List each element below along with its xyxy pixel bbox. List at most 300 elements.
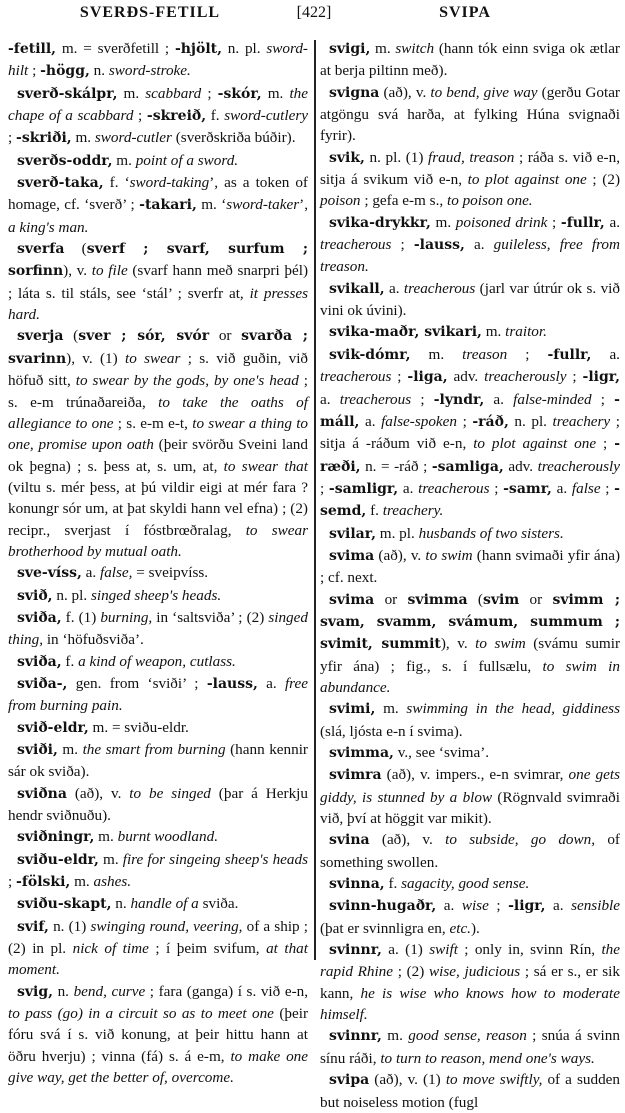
entry-text: ; sitja á -ráðum við e-n, (320, 412, 620, 453)
definition-text: switch (395, 40, 435, 57)
definition-text: the chape of a scabbard (8, 84, 308, 125)
entry-text: ; only in, svinn Rín, (457, 941, 602, 959)
definition-text: free from burning pain. (8, 674, 308, 715)
definition-text: to swear by the gods, by one's head (75, 372, 299, 390)
definition-text: ashes. (93, 873, 132, 891)
entry-text: (að), v. impers., e-n svimrar, (381, 766, 569, 784)
entry-text: n. pl. (1) (364, 148, 429, 166)
entry-text: m. (57, 741, 83, 758)
headword: -takari, (139, 197, 197, 214)
headword: svima (329, 547, 375, 564)
entry-text: m. (381, 1027, 409, 1045)
definition-text: singed sheep's heads. (90, 586, 222, 604)
definition-text: to turn to reason, mend one's ways. (380, 1049, 595, 1067)
entry-text: ; (591, 390, 615, 408)
entry-text: = sveipvíss. (132, 564, 209, 582)
definition-text: treacherous (320, 236, 392, 254)
entry-text: ; fara (ganga) í s. við e-n, (145, 982, 309, 1000)
entry-text: ; (488, 897, 509, 915)
headword: -skreið, (146, 108, 207, 125)
headword: svima (329, 591, 375, 608)
headword: sviða-, (17, 675, 68, 692)
headword: svika-maðr, svikari, (329, 324, 482, 341)
entry-text: a. (604, 213, 620, 231)
definition-text: treacherous (320, 368, 392, 386)
headword: sviðna (17, 785, 67, 802)
headword: svimm ; svam, svamm, svámum, summum ; svimit, summit (320, 591, 620, 653)
entry-text: or (374, 590, 408, 608)
definition-text: good sense, reason (408, 1027, 527, 1045)
headword: svinn-hugaðr, (329, 898, 437, 915)
headword: -skór, (217, 85, 262, 102)
entry-text: ; gefa e-m s., (360, 192, 447, 210)
headword: sverð-taka, (17, 175, 104, 192)
entry-text: a. (436, 897, 462, 915)
definition-text: poisoned drink (455, 213, 548, 231)
headword: svina (329, 832, 370, 849)
definition-text: point of a sword. (135, 151, 239, 169)
dictionary-entry (8, 38, 308, 83)
entry-text: (jarl var útrúr ok s. við vini ok úvini). (320, 279, 620, 320)
dictionary-entry (320, 147, 620, 212)
headword: -ligr, (508, 898, 546, 915)
dictionary-entry (320, 698, 620, 742)
definition-text: singed thing, (8, 608, 308, 649)
dictionary-entry (8, 238, 308, 325)
dictionary-entry (320, 278, 620, 322)
headword: -máll, (320, 391, 620, 430)
dictionary-entry (320, 764, 620, 829)
headword: -ræði, (320, 436, 620, 475)
dictionary-entry (8, 651, 308, 673)
entry-text: n. pl. (508, 412, 553, 430)
entry-text: f. (1) (61, 608, 101, 626)
entry-text: a. (545, 897, 572, 915)
headword: svimi, (329, 701, 376, 718)
definition-text: sensible (571, 897, 620, 915)
entry-text: ), v. (63, 262, 92, 280)
definition-text: to swear a thing to one, promise upon oath (8, 414, 309, 454)
headword: -lyndr, (433, 391, 485, 408)
headword: svif, (17, 918, 49, 935)
entry-text: sviða. (198, 895, 239, 913)
definition-text: handle of a (130, 895, 199, 913)
dictionary-entry (8, 585, 308, 607)
definition-text: sagacity, good sense. (401, 875, 530, 893)
headword: sverðs-oddr, (17, 152, 113, 169)
entry-text: ; (320, 479, 329, 497)
definition-text: to bend, give way (430, 83, 538, 101)
entry-text: m. (481, 323, 506, 341)
entry-text: ( (64, 240, 87, 258)
headword: -skriði, (16, 130, 72, 147)
definition-text: sword-cutler (94, 129, 172, 147)
entry-text: ; snúa á svinn sínu ráði, (320, 1027, 620, 1067)
entry-text: ; (391, 236, 414, 254)
definition-text: to poison one. (446, 192, 533, 210)
entry-text: ( (467, 590, 483, 608)
dictionary-entry (8, 893, 308, 915)
entry-text: ( (63, 327, 79, 345)
definition-text: treacherous (418, 479, 490, 497)
headword: sviða, (17, 609, 62, 626)
dictionary-entry (8, 607, 308, 651)
headword: sviða, (17, 653, 62, 670)
headword: svinnr, (329, 942, 382, 959)
headword: -samligr, (328, 480, 399, 497)
headword: sviðu-skapt, (17, 896, 112, 913)
dictionary-entry (8, 981, 308, 1089)
entry-text: a. (81, 564, 100, 582)
entry-text: (Rögnvald svimraði við, því at höggit var mikit). (320, 788, 620, 828)
right-column (320, 38, 620, 1113)
definition-text: to take the oaths of allegiance to one (8, 393, 308, 432)
dictionary-entry (320, 1025, 620, 1069)
headword: -högg, (40, 63, 90, 80)
dictionary-entry (8, 172, 308, 238)
definition-text: the smart from burning (82, 741, 226, 758)
dictionary-entry (320, 212, 620, 278)
definition-text: to subside, go down, (445, 831, 596, 849)
definition-text: to swim (425, 546, 473, 564)
definition-text: sword-stroke. (108, 62, 191, 80)
entry-text: m. (375, 700, 407, 718)
definition-text: traitor. (505, 323, 547, 341)
running-head-left: SVERÐS-FETILL (79, 4, 221, 21)
entry-text: ; (391, 368, 408, 386)
entry-text: m. = sviðu-eldr. (88, 718, 189, 736)
entry-text: ; (2) (586, 171, 620, 189)
headword: sverfa (17, 241, 65, 258)
headword: svilar, (329, 525, 376, 542)
entry-text: m. pl. (375, 524, 419, 542)
headword: svikall, (329, 280, 385, 297)
definition-text: treacherously (537, 457, 620, 475)
entry-text: (viltu s. mér þess, at þú vildir eigi at mér fara ? konungr sór um, at þat skyldi hann vel efna) ; (2) recipr., sverjast í fóstbrœðralag, (8, 478, 308, 539)
dictionary-entry (8, 849, 308, 894)
definition-text: a king's man. (8, 218, 89, 236)
entry-text: m. (370, 40, 396, 57)
definition-text: treacherous (339, 390, 412, 408)
definition-text: false (571, 479, 601, 497)
entry-text: ; (457, 412, 473, 430)
definition-text: sword-hilt (8, 40, 308, 80)
entry-text: f. ‘ (103, 174, 130, 192)
entry-text: ; (201, 84, 218, 102)
entry-text: (sverðskriða búðir). (171, 129, 296, 147)
headword: -fölski, (16, 874, 71, 891)
definition-text: to be singed (129, 784, 211, 802)
entry-text: a. (257, 674, 285, 692)
definition-text: to swim (475, 635, 526, 653)
headword: svimra (329, 767, 382, 784)
dictionary-entry (8, 673, 308, 717)
entry-text: n. (53, 982, 74, 1000)
entry-text: ; (411, 390, 434, 408)
entry-text: ), v. (440, 635, 476, 653)
entry-text: m. (71, 129, 95, 147)
entry-text: n. = -ráð ; (360, 457, 432, 475)
headword: svimma, (329, 745, 394, 761)
definition-text: to file (91, 262, 128, 280)
entry-text: a. (551, 479, 572, 497)
definition-text: to swear (125, 349, 181, 367)
entry-text: a. (464, 236, 494, 254)
definition-text: to swim in abundance. (320, 657, 620, 696)
headword: sverja (17, 328, 64, 345)
page-number: [422] (296, 4, 332, 21)
headword: -fullr, (560, 214, 605, 231)
entry-text: m. (261, 84, 290, 102)
entry-text: (þeir svörðu Sveini land ok þegna) ; s. þess at, s. um, at, (8, 436, 308, 475)
headword: -samliga, (431, 458, 504, 475)
entry-text: n. (1) (48, 917, 91, 935)
entry-text: f. (61, 652, 79, 670)
entry-text: (gerðu Gotar atgöngu svá harða, at fylking Húna svignaði fyrir). (320, 83, 620, 145)
entry-text: m. ‘ (196, 196, 227, 214)
dictionary-entry (320, 523, 620, 545)
entry-text: (að), v. (1) (369, 1071, 446, 1089)
entry-text: ; s. e-m trúnaðareiða, (8, 372, 308, 411)
definition-text: to swear that (223, 457, 308, 475)
headword: svinnr, (329, 1028, 382, 1045)
entry-text: of a ship ; (2) in pl. (8, 917, 308, 958)
definition-text: false, (99, 564, 133, 582)
entry-text: n. (89, 62, 109, 80)
headword: sverf ; svarf, surfum ; sorfinn (8, 241, 308, 280)
definition-text: sword-taker (226, 196, 300, 214)
entry-text: ; (507, 345, 548, 363)
entry-text: a. (1) (381, 941, 430, 959)
dictionary-entry (320, 38, 620, 82)
headword: -lauss, (413, 237, 465, 254)
definition-text: burning, (100, 608, 153, 626)
definition-text: swift (429, 941, 458, 959)
headword: svika-drykkr, (329, 214, 431, 231)
entry-text: v., see ‘svima’. (393, 744, 490, 761)
entry-text: ; ráða s. við e-n, sitja á svikum við e-n, (320, 148, 620, 189)
definition-text: scabbard (145, 84, 202, 102)
definition-text: one gets giddy, is stunned by a blow (320, 766, 620, 806)
entry-text: (hann svimaði yfir ána) ; cf. next. (320, 546, 621, 587)
entry-text: m. (70, 873, 94, 891)
headword: -fetill, (8, 41, 57, 57)
entry-text: adv. (447, 368, 485, 386)
entry-text: ; sá er s., er sik kann, (320, 963, 620, 1002)
entry-text: (að), v. (374, 546, 426, 564)
headword: -liga, (407, 369, 448, 386)
entry-text: (þat er svinnligra en, (320, 919, 450, 937)
definition-text: treason (462, 345, 508, 363)
dictionary-entry (8, 826, 308, 848)
dictionary-entry (320, 321, 620, 343)
headword: sviðu-eldr, (17, 851, 99, 868)
definition-text: poison (320, 192, 361, 210)
headword: -hjölt, (174, 41, 222, 57)
entry-text: n. (111, 895, 131, 913)
dictionary-entry (320, 1069, 620, 1113)
definition-text: to make one give way, get the better of, overcome. (8, 1047, 308, 1087)
entry-text: or (519, 590, 553, 608)
definition-text: treachery (552, 412, 611, 430)
entry-text: ; (8, 873, 17, 891)
entry-text: m. (430, 213, 456, 231)
definition-text: bend, curve (73, 982, 146, 1000)
entry-text: ; í þeim svifum, (148, 940, 267, 958)
entry-text: ; (600, 479, 615, 497)
headword: sverð-skálpr, (17, 85, 118, 102)
headword: sver ; sór, svór (78, 328, 210, 345)
dictionary-entry (320, 939, 620, 1025)
definition-text: treachery. (382, 502, 444, 520)
entry-text: ; (566, 368, 583, 386)
entry-text: ; (28, 62, 41, 80)
entry-text: ; (596, 435, 615, 453)
headword: svim (482, 591, 520, 608)
headword: -lauss, (206, 675, 258, 692)
headword: -fullr, (547, 346, 592, 363)
dictionary-entry (320, 589, 620, 699)
definition-text: to plot against one (473, 435, 597, 453)
dictionary-entry (320, 545, 620, 589)
left-column (8, 38, 308, 1089)
dictionary-entry (320, 344, 620, 523)
headword: svipa (329, 1072, 370, 1089)
entry-text: gen. from ‘sviði’ ; (67, 674, 207, 692)
definition-text: he is wise who knows how to moderate himself. (320, 984, 620, 1024)
entry-text: n. pl. (52, 586, 91, 604)
dictionary-entry (8, 717, 308, 739)
entry-text: f. (384, 875, 402, 893)
entry-text: in ‘höfuðsviða’. (43, 631, 144, 649)
definition-text: it presses hard. (8, 284, 309, 324)
headword: sviði, (17, 742, 58, 758)
entry-text: (þar á Herkju hendr sviðnuðu). (8, 784, 308, 825)
entry-text: (svámu sumir yfir ána) ; fig., s. í fullsælu, (320, 635, 620, 675)
running-head-right: SVIPA (439, 4, 491, 21)
entry-text: a. (384, 279, 404, 297)
headword: svið, (17, 587, 53, 604)
definition-text: to plot against one (467, 171, 587, 189)
entry-text: f. (206, 107, 225, 125)
dictionary-entry (8, 739, 308, 783)
headword: -ráð, (472, 413, 509, 430)
definition-text: fraud, treason (428, 148, 515, 166)
dictionary-entry (8, 783, 308, 827)
headword: svik-dómr, (329, 346, 411, 363)
headword: sviðningr, (17, 829, 95, 846)
dictionary-entry (320, 829, 620, 873)
entry-text: m. (410, 345, 463, 363)
entry-text: (svarf hann með snarpri þél) ; láta s. til stáls, see ‘stál’ ; sverfr at, (8, 262, 308, 302)
entry-text: (að), v. (66, 784, 130, 802)
definition-text: the rapid Rhine (320, 941, 621, 981)
definition-text: treacherous (403, 279, 476, 297)
entry-text: a. (591, 345, 620, 363)
headword: svinna, (329, 876, 385, 893)
entry-text: a. (484, 390, 514, 408)
entry-text: ; s. e-m e-t, (113, 414, 193, 432)
entry-text: m. (94, 828, 118, 846)
headword: svið-eldr, (17, 719, 89, 736)
entry-text: of something swollen. (320, 831, 620, 871)
definition-text: a kind of weapon, cutlass. (78, 652, 236, 670)
entry-text: ; (8, 129, 17, 147)
definition-text: husbands of two sisters. (418, 524, 564, 542)
definition-text: false-spoken (381, 412, 457, 430)
dictionary-entry (8, 562, 308, 584)
definition-text: fire for singeing sheep's heads (122, 850, 308, 868)
definition-text: sword-taking (129, 174, 210, 192)
headword: sve-víss, (17, 565, 82, 582)
dictionary-entry (320, 82, 620, 147)
dictionary-entry (8, 916, 308, 981)
entry-text: a. (398, 479, 419, 497)
headword: svigna (329, 84, 380, 101)
definition-text: to pass (go) in a circuit so as to meet one (8, 1005, 274, 1023)
entry-text: a. (359, 412, 382, 430)
headword: -semd, (320, 480, 620, 520)
definition-text: sword-cutlery (224, 107, 308, 125)
entry-text: ; (2) (393, 963, 430, 981)
entry-text: (hann tók einn sviga ok ætlar at berja piltinn með). (320, 40, 620, 80)
definition-text: nick of time (72, 940, 149, 958)
dictionary-entry (8, 83, 308, 150)
entry-text: ’, as a token of homage, cf. ‘sverð’ ; (8, 174, 308, 214)
entry-text: ; s. við guðin, við höfuð sitt, (8, 349, 309, 390)
entry-text: m. = sverðfetill ; (56, 40, 175, 57)
headword: svigi, (329, 41, 371, 57)
entry-text: ; (133, 107, 147, 125)
dictionary-entry (8, 150, 308, 172)
headword: -samr, (503, 480, 552, 497)
entry-text: (hann kennir sár ok sviða). (8, 741, 308, 781)
dictionary-entry (8, 325, 308, 562)
entry-text: in ‘saltsviða’ ; (2) (152, 608, 269, 626)
entry-text: adv. (503, 457, 538, 475)
definition-text: guileless, free from treason. (320, 236, 620, 276)
definition-text: at that moment. (8, 940, 308, 979)
entry-text: (slá, ljósta e-n í svima). (320, 722, 463, 740)
definition-text: swimming in the head, giddiness (406, 700, 620, 718)
entry-text: n. pl. (222, 40, 267, 57)
dictionary-entry (320, 742, 620, 764)
definition-text: etc. (449, 919, 471, 937)
definition-text: to move swiftly, (445, 1071, 543, 1089)
entry-text: ). (470, 919, 480, 937)
dictionary-entry (320, 895, 620, 939)
entry-text: ), v. (1) (66, 349, 125, 367)
entry-text: a. (320, 390, 340, 408)
entry-text: f. (366, 502, 383, 520)
entry-text: (að), v. (369, 831, 446, 849)
column-divider (314, 40, 316, 960)
entry-text: m. (112, 151, 136, 169)
definition-text: wise (461, 897, 489, 915)
dictionary-entry (320, 873, 620, 895)
entry-text: ’, (299, 196, 308, 214)
definition-text: swinging round, veering, (90, 917, 243, 935)
definition-text: treacherously (484, 368, 567, 386)
entry-text: (þeir fóru svá í s. við konung, at þeir hittu hann at öðru hverju) ; vinna (fá) s. á e-m, (8, 1005, 308, 1065)
entry-text: or (209, 327, 242, 345)
headword: svig, (17, 983, 53, 1000)
definition-text: false-minded (513, 390, 592, 408)
headword: svimma (407, 591, 468, 608)
headword: svik, (329, 149, 365, 166)
entry-text: ; (489, 479, 504, 497)
entry-text: m. (98, 850, 123, 868)
